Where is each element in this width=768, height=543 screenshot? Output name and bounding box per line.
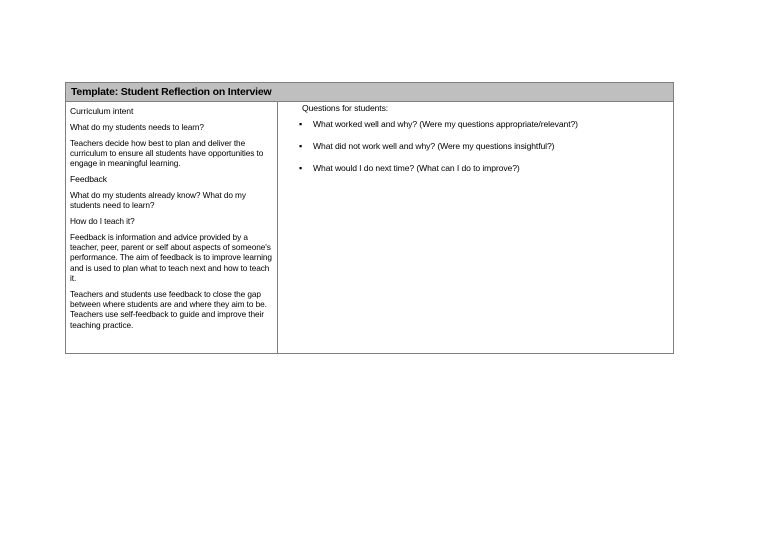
knowledge-question: What do my students already know? What do my students need to learn? <box>70 189 246 211</box>
list-item <box>300 163 673 174</box>
feedback-gap-text: Teachers and students use feedback to close the gap between where students are and where they aim to be. Teachers use self-feedback to guide and improve their teaching practice. <box>70 288 267 330</box>
curriculum-description: Teachers decide how best to plan and deliver the curriculum to ensure all students have opportunities to engage in meaningful learning. <box>70 137 264 169</box>
table-body-row <box>66 102 673 353</box>
feedback-label: Feedback <box>70 173 107 184</box>
bullet-icon: ▪ <box>299 119 303 129</box>
reflection-template-table <box>65 82 674 354</box>
curriculum-intent-label: Curriculum intent <box>70 106 134 116</box>
questions-cell <box>278 102 673 353</box>
question-text: What worked well and why? (Were my questions appropriate/relevant?) <box>313 119 578 129</box>
question-text: What did not work well and why? (Were my questions insightful?) <box>313 141 555 151</box>
bullet-icon: ▪ <box>299 141 303 151</box>
curriculum-feedback-cell <box>66 102 278 353</box>
table-title: Template: Student Reflection on Interview <box>66 83 673 102</box>
questions-heading: Questions for students: <box>302 103 389 113</box>
learn-question: What do my students needs to learn? <box>70 121 204 132</box>
teach-question: How do I teach it? <box>70 215 135 226</box>
list-item <box>300 119 673 130</box>
feedback-definition: Feedback is information and advice provided by a teacher, peer, parent or self about aspects of someone's performance. The aim of feedback is to improve learning and is used to plan what to teach next and how to teach it. <box>70 231 272 283</box>
question-text: What would I do next time? (What can I do to improve?) <box>313 163 520 173</box>
questions-list <box>299 119 673 174</box>
bullet-icon: ▪ <box>299 163 303 173</box>
list-item <box>300 141 673 152</box>
